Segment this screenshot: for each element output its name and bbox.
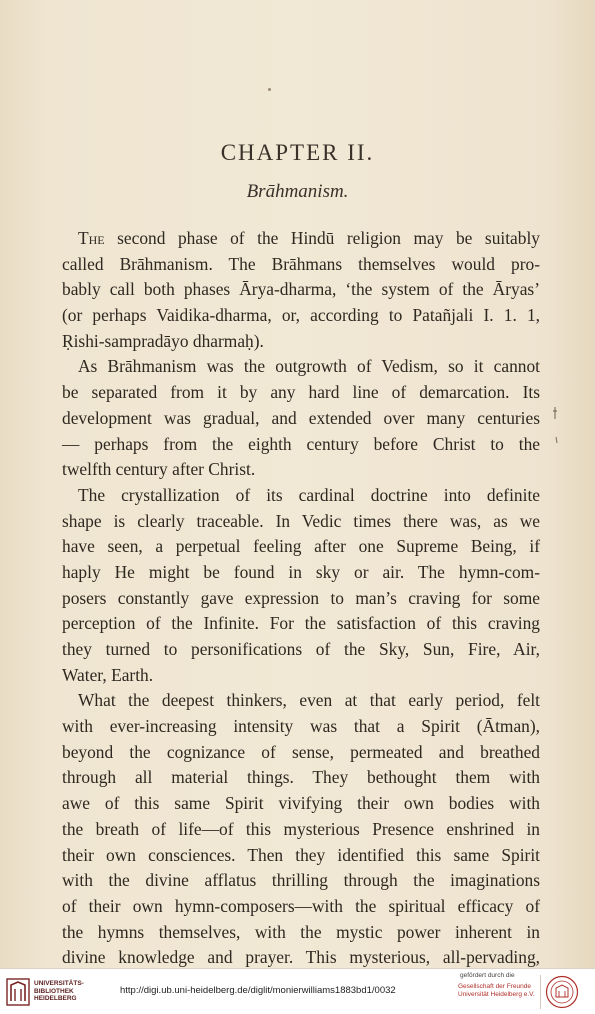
text-line: with ever-increasing intensity was that a Spirit (Ātman), bbox=[62, 716, 540, 737]
permalink bbox=[120, 985, 396, 996]
library-logo-icon bbox=[6, 977, 30, 1007]
text-line: twelfth century after Christ. bbox=[62, 459, 256, 480]
text-line: development was gradual, and extended over many centuries bbox=[62, 407, 540, 428]
library-name bbox=[34, 980, 84, 1003]
text-line: Water, Earth. bbox=[62, 664, 154, 685]
text-line bbox=[62, 226, 540, 252]
text-line: The crystallization of its cardinal doctrine into definite bbox=[78, 484, 540, 505]
library-name-line: UNIVERSITÄTS- bbox=[34, 980, 84, 987]
text-line: posers constantly gave expression to man’s craving for some bbox=[62, 587, 540, 608]
text-line: shape is clearly traceable. In Vedic times there was, as we bbox=[62, 510, 540, 531]
text-line: through all material things. They bethought them with bbox=[62, 767, 540, 788]
text-line: the hymns themselves, with the mystic power inherent in bbox=[62, 921, 540, 942]
library-name-line: BIBLIOTHEK bbox=[34, 987, 74, 995]
text-line: Ṛishi-sampradāyo dharmaḥ). bbox=[62, 330, 264, 351]
university-seal-icon bbox=[545, 975, 579, 1009]
text-line: (or perhaps Vaidika-dharma, or, according to Patañjali I. 1. 1, bbox=[62, 305, 540, 326]
text-line: of their own hymn-composers—with the spiritual efficacy of bbox=[62, 895, 540, 916]
footer-divider bbox=[540, 975, 541, 1009]
permalink-link[interactable]: http://digi.ub.uni-heidelberg.de/diglit/monierwilliams1883bd1/0032 bbox=[120, 985, 396, 996]
sponsor-name bbox=[458, 983, 535, 999]
text-line: with the divine afflatus thrilling through the imaginations bbox=[62, 870, 540, 891]
margin-pencil-mark bbox=[552, 405, 553, 441]
chapter-subtitle: Brāhmanism. bbox=[246, 181, 349, 202]
text-line: — perhaps from the eighth century before Christ to the bbox=[62, 433, 540, 454]
sponsor-name-line: Gesellschaft der Freunde bbox=[458, 983, 531, 990]
text-line: called Brāhmanism. The Brāhmans themselves would pro- bbox=[62, 253, 540, 274]
text-line: perception of the Infinite. For the satisfaction of this craving bbox=[62, 613, 540, 634]
text-line: haply He might be found in sky or air. The hymn-com- bbox=[62, 561, 540, 582]
text-line: have seen, a perpetual feeling after one Supreme Being, if bbox=[62, 536, 540, 557]
text-line: divine knowledge and prayer. This mysterious, all-pervading, bbox=[62, 947, 540, 968]
text-line: the breath of life—of this mysterious Presence enshrined in bbox=[62, 818, 540, 839]
text-line: As Brāhmanism was the outgrowth of Vedism, so it cannot bbox=[78, 356, 540, 377]
text-line: bably call both phases Ārya-dharma, ‘the system of the Āryas’ bbox=[62, 279, 540, 300]
chapter-heading: CHAPTER II. bbox=[220, 140, 375, 165]
text-line: be separated from it by any hard line of demarcation. Its bbox=[62, 382, 540, 403]
small-caps-word: The bbox=[78, 228, 105, 248]
text-line: their own consciences. Then they identified this same Spirit bbox=[62, 844, 540, 865]
digitization-footer bbox=[0, 968, 595, 1014]
text-line: What the deepest thinkers, even at that early period, felt bbox=[78, 690, 540, 711]
text-line: beyond the cognizance of sense, permeated and breathed bbox=[62, 741, 540, 762]
ink-speck bbox=[268, 88, 271, 91]
library-name-line: HEIDELBERG bbox=[34, 995, 77, 1002]
sponsor-label: gefördert durch die bbox=[460, 972, 515, 979]
text-line-rest: second phase of the Hindū religion may be suitably bbox=[104, 228, 540, 248]
sponsor-name-line: Universität Heidelberg e.V. bbox=[458, 991, 535, 998]
text-line: they turned to personifications of the Sky, Sun, Fire, Air, bbox=[62, 639, 540, 659]
text-line: awe of this same Spirit vivifying their own bodies with bbox=[62, 793, 540, 814]
body-text bbox=[62, 226, 540, 971]
